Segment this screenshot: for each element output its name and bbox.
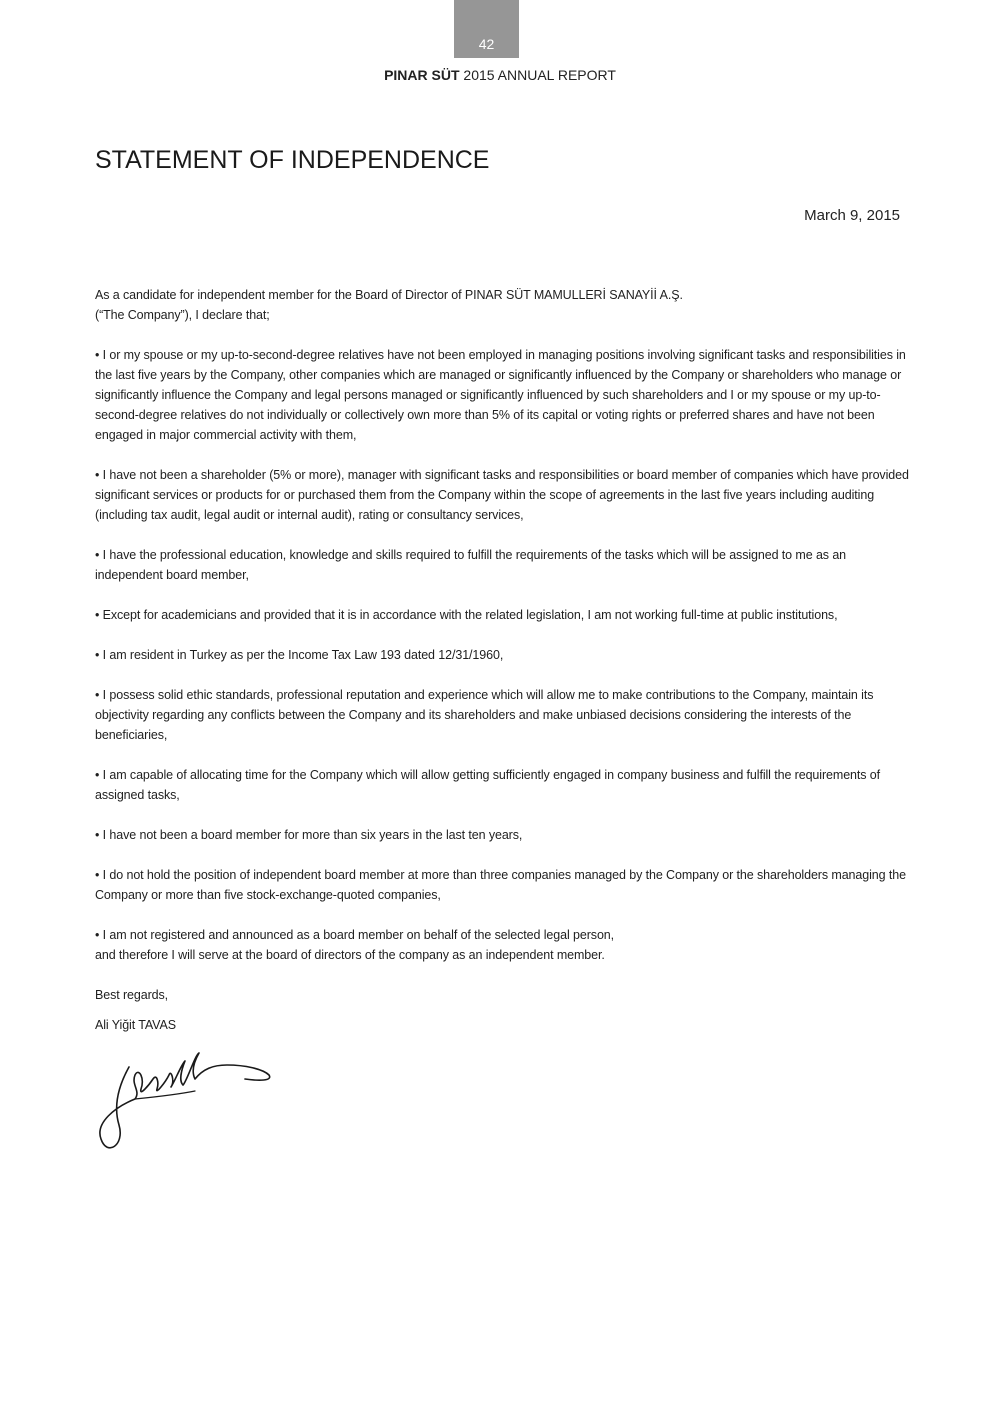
bullet-1: • I or my spouse or my up-to-second-degree relatives have not been employed in managing positions involving significant tasks and responsibilities in the last five years by the Company, other companies which are managed or significantly influenced by the Company or shareholders who manage or significantly influence the Company and legal persons managed or significantly influenced by such shareholders and I or my spouse or my up-to-second-degree relatives do not individually or collectively own more than 5% of its capital or voting rights or preferred shares and have not been engaged in major commercial activity with them, [95,348,906,442]
report-title: 2015 ANNUAL REPORT [463,67,616,83]
running-header [0,67,1000,83]
bullet-2: • I have not been a shareholder (5% or more), manager with significant tasks and responsibilities or board member of companies which have provided significant services or products for or purchased them from the Company within the scope of agreements in the last five years including auditing (including tax audit, legal audit or internal audit), rating or consultancy services, [95,468,909,522]
intro-line-2: (“The Company”), I declare that; [95,308,270,322]
bullet-9: • I do not hold the position of independent board member at more than three companies managed by the Company or the shareholders managing the Company or more than five stock-exchange-quoted companies, [95,868,906,902]
page-number-tab [454,0,519,58]
closing-line: Best regards, [95,988,169,1002]
bullet-3: • I have the professional education, knowledge and skills required to fulfill the requirements of the tasks which will be assigned to me as an independent board member, [95,548,847,582]
page-number: 42 [478,36,495,52]
intro-paragraph [95,285,910,325]
intro-line-1: As a candidate for independent member for the Board of Director of PINAR SÜT MAMULLERİ SANAYİİ A.Ş. [95,288,683,302]
bullet-4: • Except for academicians and provided that it is in accordance with the related legislation, I am not working full-time at public institutions, [95,608,838,622]
bullet-7: • I am capable of allocating time for the Company which will allow getting sufficiently engaged in company business and fulfill the requirements of assigned tasks, [95,768,881,802]
signatory-name: Ali Yiğit TAVAS [95,1018,176,1032]
bullet-10-line-1: • I am not registered and announced as a board member on behalf of the selected legal person, [95,928,615,942]
handwritten-signature [95,1045,275,1155]
bullet-8: • I have not been a board member for more than six years in the last ten years, [95,828,523,842]
document-title: STATEMENT OF INDEPENDENCE [95,146,490,174]
bullet-10 [95,925,910,965]
bullet-6: • I possess solid ethic standards, professional reputation and experience which will allow me to make contributions to the Company, maintain its objectivity regarding any conflicts between the Company and its shareholders and make unbiased decisions considering the interests of the beneficiaries, [95,688,874,742]
bullet-5: • I am resident in Turkey as per the Income Tax Law 193 dated 12/31/1960, [95,648,504,662]
statement-body [95,285,910,1045]
bullet-10-line-2: and therefore I will serve at the board of directors of the company as an independent member. [95,948,605,962]
document-date: March 9, 2015 [804,207,900,224]
brand-name: PINAR SÜT [384,67,460,83]
